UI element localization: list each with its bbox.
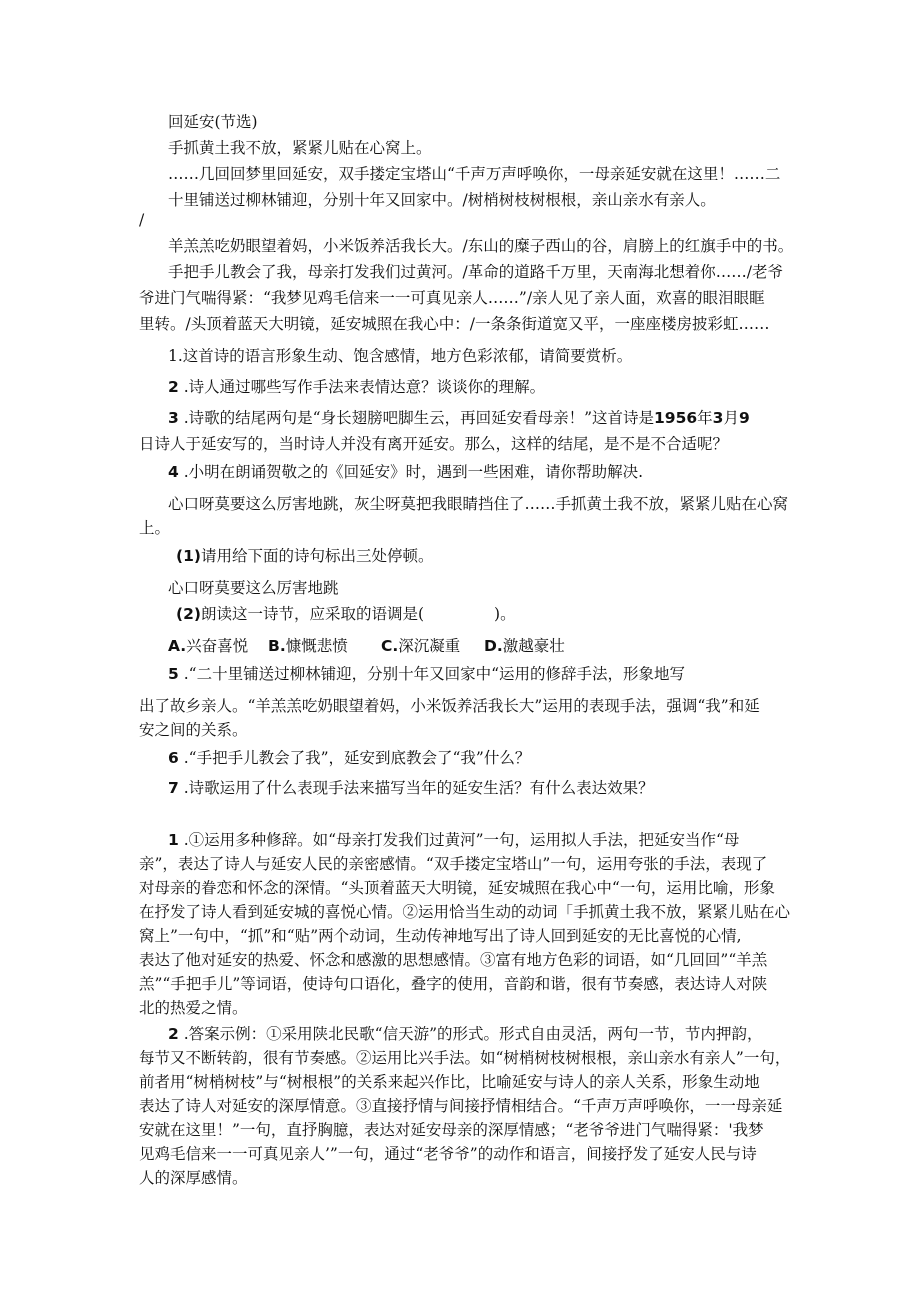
question-number: 6 [168, 749, 179, 767]
question-number: 2 [168, 378, 179, 396]
poem-line: / [139, 211, 145, 229]
answer-2-line: 前者用“树梢树枝”与“树根根”的关系来起兴作比，比喻延安与诗人的亲人关系，形象生动地 [139, 1073, 760, 1091]
poem-line: 里转。/头顶着蓝天大明镜，延安城照在我心中：/一条条街道宽又平，一座座楼房披彩虹…… [139, 315, 770, 333]
poem-line: 十里铺送过柳林铺迎，分别十年又回家中。/树梢树枝树根根，亲山亲水有亲人。 [168, 191, 716, 209]
question-3-cont: 日诗人于延安写的，当时诗人并没有离开延安。那么，这样的结尾，是不是不合适呢？ [139, 435, 729, 453]
question-5-cont: 出了故乡亲人。“羊羔羔吃奶眼望着妈，小米饭养活我长大”运用的表现手法，强调“我”和延 [139, 697, 760, 715]
option-d: D.激越豪壮 [484, 637, 565, 655]
option-a: A.兴奋喜悦 [168, 637, 249, 655]
answer-2: 2 .答案示例：①采用陕北民歌“信天游”的形式。形式自由灵活，两句一节，节内押韵， [168, 1025, 763, 1043]
answer-number: 2 [168, 1025, 179, 1043]
poem-line: 手抓黄土我不放，紧紧儿贴在心窝上。 [168, 139, 432, 157]
answer-1-line: 亲”，表达了诗人与延安人民的亲密感情。“双手搂定宝塔山”一句，运用夸张的手法，表现了 [139, 855, 768, 873]
answer-2-line: 每节又不断转韵，很有节奏感。②运用比兴手法。如“树梢树枝树根根，亲山亲水有亲人”一句， [139, 1049, 791, 1067]
answer-2-line: 人的深厚感情。 [139, 1169, 248, 1187]
question-number: 7 [168, 779, 179, 797]
question-number: 4 [168, 463, 179, 481]
answer-1-line: 对母亲的眷恋和怀念的深情。“头顶着蓝天大明镜，延安城照在我心中“一句，运用比喻，形象 [139, 879, 775, 897]
answer-1-line: 在抒发了诗人看到延安城的喜悦心情。②运用恰当生动的动词「手抓黄土我不放，紧紧儿贴在心 [139, 903, 791, 921]
answer-1: 1 .①运用多种修辞。如“母亲打发我们过黄河”一句，运用拟人手法，把延安当作“母 [168, 831, 740, 849]
question-4-sub-1: (1)请用给下面的诗句标出三处停顿。 [176, 547, 434, 565]
question-4-text: 心口呀莫要这么厉害地跳，灰尘呀莫把我眼睛挡住了……手抓黄土我不放，紧紧儿贴在心窝 [168, 495, 789, 513]
poem-line: 爷进门气喘得紧：“我梦见鸡毛信来一一可真见亲人……”/亲人见了亲人面，欢喜的眼泪眼眶 [139, 289, 765, 307]
question-4: 4 .小明在朗诵贺敬之的《回延安》时，遇到一些困难，请你帮助解决. [168, 463, 644, 481]
answer-1-line: 窝上”一句中，“抓”和“贴”两个动词，生动传神地写出了诗人回到延安的无比喜悦的心情, [139, 927, 742, 945]
question-6: 6 .“手把手儿教会了我”，延安到底教会了“我”什么？ [168, 749, 531, 767]
question-5: 5 .“二十里铺送过柳林铺迎，分别十年又回家中“运用的修辞手法，形象地写 [168, 665, 686, 683]
option-c: C.深沉凝重 [381, 637, 461, 655]
poem-title: 回延安(节选) [168, 113, 258, 131]
answer-number: 1 [168, 831, 179, 849]
question-4-sub-1-line: 心口呀莫要这么厉害地跳 [168, 579, 339, 597]
answer-1-line: 北的热爱之情。 [139, 999, 248, 1017]
question-7: 7 .诗歌运用了什么表现手法来描写当年的延安生活？有什么表达效果？ [168, 779, 654, 797]
question-2: 2 .诗人通过哪些写作手法来表情达意？谈谈你的理解。 [168, 378, 546, 396]
answer-1-line: 羔”“手把手儿”等词语，使诗句口语化，叠字的使用，音韵和谐，很有节奏感，表达诗人对陕 [139, 975, 768, 993]
option-b: B.慷慨悲愤 [268, 637, 348, 655]
question-3: 3 .诗歌的结尾两句是“身长翅膀吧脚生云，再回延安看母亲！”这首诗是1956年3月9 [168, 409, 750, 427]
answer-2-line: 安就在这里！”一句，直抒胸臆，表达对延安母亲的深厚情感；“老爷爷进门气喘得紧：'我梦 [139, 1121, 764, 1139]
question-1: 1.这首诗的语言形象生动、饱含感情，地方色彩浓郁，请简要赏析。 [168, 347, 633, 365]
answer-1-line: 表达了他对延安的热爱、怀念和感激的思想感情。③富有地方色彩的词语，如“几回回”“羊羔 [139, 951, 768, 969]
question-4-sub-2: (2)朗读这一诗节，应采取的语调是( )。 [176, 605, 516, 623]
answer-2-line: 见鸡毛信来一一可真见亲人’”一句，通过“老爷爷”的动作和语言，间接抒发了延安人民与诗 [139, 1145, 757, 1163]
answer-2-line: 表达了诗人对延安的深厚情意。③直接抒情与间接抒情相结合。“千声万声呼唤你，一一母亲延 [139, 1097, 783, 1115]
question-4-text: 上。 [139, 519, 171, 537]
question-number: 3 [168, 409, 179, 427]
options-row [168, 636, 565, 656]
poem-line: ……几回回梦里回延安，双手搂定宝塔山“千声万声呼唤你，一母亲延安就在这里！……二 [168, 165, 781, 183]
question-number: 5 [168, 665, 179, 683]
poem-line: 手把手儿教会了我，母亲打发我们过黄河。/革命的道路千万里，天南海北想着你……/老爷 [168, 263, 783, 281]
poem-line: 羊羔羔吃奶眼望着妈，小米饭养活我长大。/东山的糜子西山的谷，肩膀上的红旗手中的书。 [168, 237, 794, 255]
question-5-cont: 安之间的关系。 [139, 721, 248, 739]
